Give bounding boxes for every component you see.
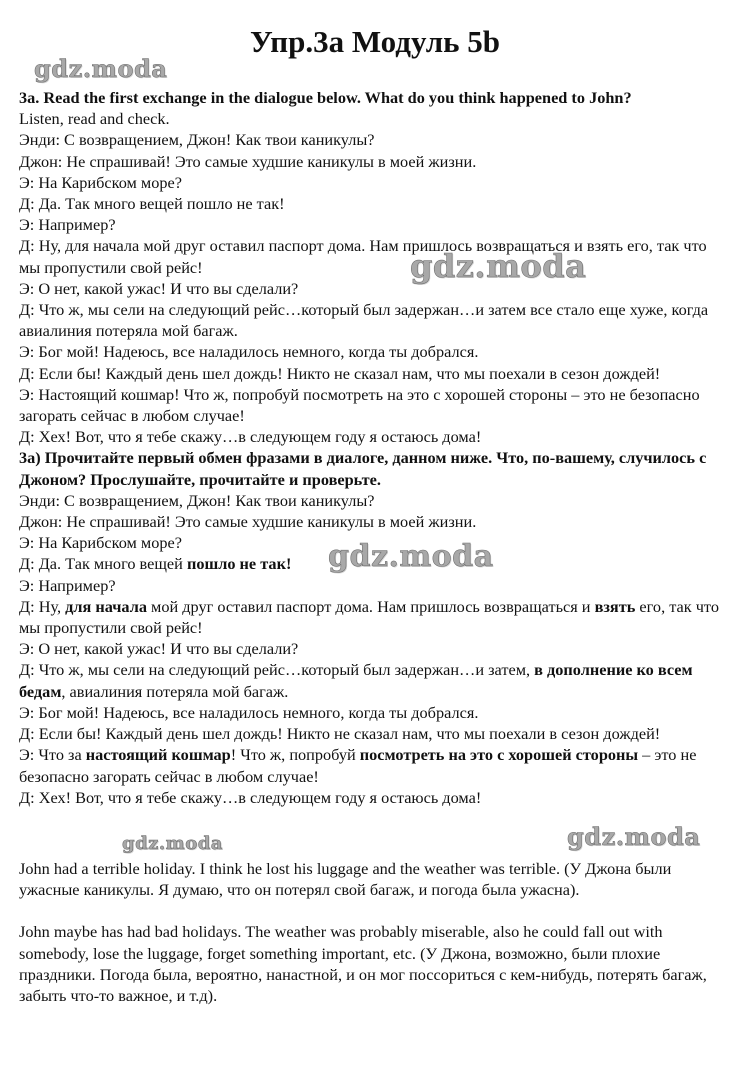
dialogue-line: Энди: С возвращением, Джон! Как твои каникулы?	[19, 490, 375, 510]
answer-paragraph: John maybe has had bad holidays. The weather was probably miserable, also he could fall out with somebody, lose the luggage, forget something important, etc. (У Джона, возможно, были плохие праздники. Погода была, вероятно, нанастной, и он мог поссориться с кем-нибудь, потерять багаж, забыть что-то важное, и т.д).	[19, 922, 707, 1006]
text-run: Д: Да. Так много вещей	[19, 554, 187, 574]
text-run: Д: Ну,	[19, 596, 66, 616]
highlighted-phrase: взять	[594, 596, 636, 616]
english-task-heading: 3a. Read the first exchange in the dialogue below. What do you think happened to John?	[19, 88, 632, 107]
watermark: gdz.moda	[567, 822, 701, 851]
dialogue-line: Джон: Не спрашивай! Это самые худшие каникулы в моей жизни.	[19, 512, 477, 532]
answers-section	[19, 858, 731, 1027]
highlighted-phrase: в дополнение ко всем бедам	[19, 660, 693, 701]
watermark: gdz.moda	[328, 539, 494, 574]
text-run: – это не безопасно загорать сейчас в любом случае!	[19, 745, 697, 786]
dialogue-line: Э: Настоящий кошмар! Что ж, попробуй посмотреть на это с хорошей стороны – это не безопасно загорать сейчас в любом случае!	[19, 384, 700, 426]
text-run: ! Что ж, попробуй	[230, 745, 360, 765]
dialogue-line: Э: Например?	[19, 215, 116, 235]
english-task-instruction: Listen, read and check.	[19, 109, 170, 129]
text-run: мой друг оставил паспорт дома. Нам пришлось возвращаться и	[146, 596, 595, 616]
dialogue-line: Э: Например?	[19, 575, 116, 595]
dialogue-line: Э: О нет, какой ужас! И что вы сделали?	[19, 278, 299, 298]
answer-paragraph: John had a terrible holiday. I think he lost his luggage and the weather was terrible. (У Джона были ужасные каникулы. Я думаю, что он потерял свой багаж, и погода была ужасна).	[19, 859, 672, 900]
russian-task-heading: 3а) Прочитайте первый обмен фразами в диалоге, данном ниже. Что, по-вашему, случилось с Джоном? Прослушайте, прочитайте и проверьте.	[19, 448, 707, 489]
dialogue-marked	[19, 490, 731, 808]
dialogue-line: Д: Да. Так много вещей пошло не так!	[19, 194, 285, 214]
dialogue-line: Д: Если бы! Каждый день шел дождь! Никто не сказал нам, что мы поехали в сезон дождей!	[19, 724, 661, 744]
text-run: его, так что мы пропустили свой рейс!	[19, 596, 719, 638]
watermark: gdz.moda	[410, 247, 587, 285]
dialogue-line	[19, 744, 731, 786]
text-run: Д: Что ж, мы сели на следующий рейс…который был задержан…и затем,	[19, 660, 535, 680]
dialogue-line: Э: О нет, какой ужас! И что вы сделали?	[19, 639, 299, 659]
highlighted-phrase: пошло не так!	[186, 554, 292, 574]
highlighted-phrase: настоящий кошмар	[85, 745, 231, 765]
dialogue-line: Э: Бог мой! Надеюсь, все наладилось немного, когда ты добрался.	[19, 702, 479, 722]
dialogue-line: Э: Бог мой! Надеюсь, все наладилось немного, когда ты добрался.	[19, 342, 479, 362]
text-run: Э: Что за	[19, 745, 86, 765]
dialogue-line: Энди: С возвращением, Джон! Как твои каникулы?	[19, 130, 375, 150]
page-title: Упр.3а Модуль 5b	[250, 24, 500, 59]
highlighted-phrase: для начала	[65, 596, 147, 616]
dialogue-line: Д: Что ж, мы сели на следующий рейс…который был задержан…и затем все стало еще хуже, когда авиалиния потеряла мой багаж.	[19, 300, 709, 341]
exercise-body	[19, 87, 731, 808]
dialogue-line: Джон: Не спрашивай! Это самые худшие каникулы в моей жизни.	[19, 151, 477, 171]
watermark: gdz.moda	[122, 833, 223, 854]
dialogue-line: Д: Хех! Вот, что я тебе скажу…в следующем году я остаюсь дома!	[19, 427, 482, 447]
dialogue-line	[19, 659, 731, 701]
dialogue-line: Д: Хех! Вот, что я тебе скажу…в следующем году я остаюсь дома!	[19, 787, 482, 807]
dialogue-line: Д: Ну, для начала мой друг оставил паспорт дома. Нам пришлось возвращаться и взять его, так что мы пропустили свой рейс!	[19, 236, 707, 277]
highlighted-phrase: посмотреть на это с хорошей стороны	[359, 745, 639, 765]
dialogue-plain	[19, 129, 731, 447]
dialogue-line	[19, 596, 731, 638]
dialogue-line: Э: На Карибском море?	[19, 533, 182, 553]
dialogue-line: Э: На Карибском море?	[19, 172, 182, 192]
text-run: , авиалиния потеряла мой багаж.	[61, 681, 289, 701]
dialogue-line: Д: Если бы! Каждый день шел дождь! Никто не сказал нам, что мы поехали в сезон дождей!	[19, 363, 661, 383]
watermark: gdz.moda	[34, 54, 168, 83]
